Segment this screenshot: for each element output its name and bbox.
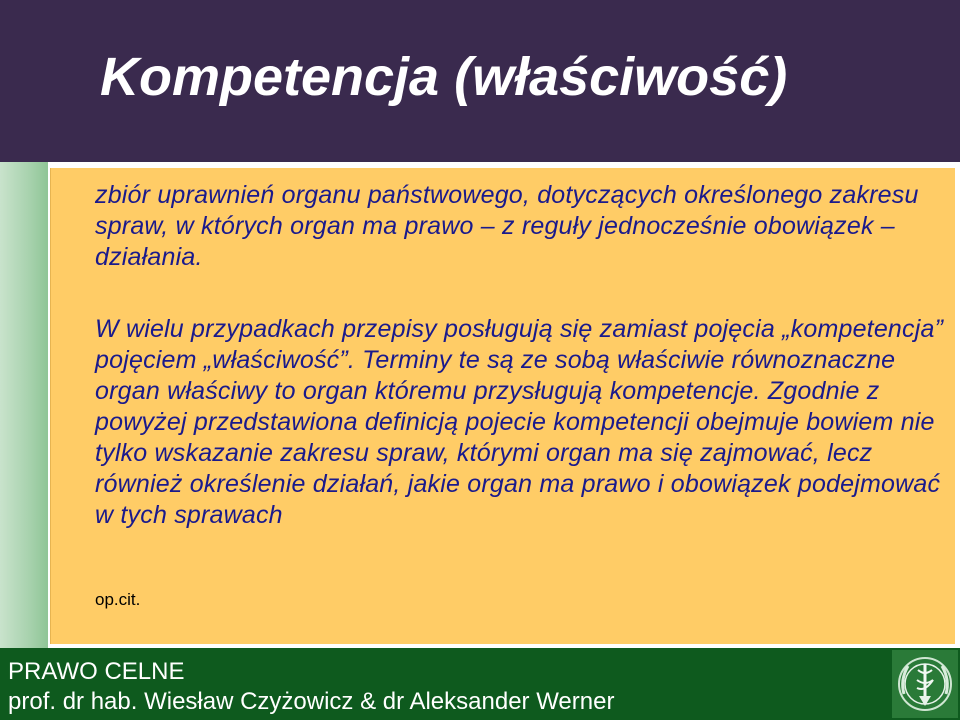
slide-title: Kompetencja (właściwość) — [100, 47, 788, 107]
footer-course-title: PRAWO CELNE — [8, 658, 185, 685]
footer-authors: prof. dr hab. Wiesław Czyżowicz & dr Aleksander Werner — [8, 688, 615, 715]
definition-paragraph: zbiór uprawnień organu państwowego, dotyczących określonego zakresu spraw, w których organ ma prawo – z reguły jednocześnie obowiązek – działania. — [95, 181, 919, 271]
citation: op.cit. — [95, 590, 141, 609]
customs-emblem-icon — [892, 650, 958, 718]
content-box — [50, 168, 955, 644]
left-decorative-strip — [0, 162, 48, 648]
footer — [0, 648, 960, 720]
title-bar — [0, 0, 960, 162]
explanation-paragraph: W wielu przypadkach przepisy posługują się zamiast pojęcia „kompetencja” pojęciem „właściwość”. Terminy te są ze sobą właściwie równoznaczne organ właściwy to organ któremu przysługują kompetencje. Zgodnie z powyżej przedstawiona definicją pojecie kompetencji obejmuje bowiem nie tylko wskazanie zakresu spraw, którymi organ ma się zajmować, lecz również określenie działań, jakie organ ma prawo i obowiązek podejmować w tych sprawach — [95, 315, 944, 529]
